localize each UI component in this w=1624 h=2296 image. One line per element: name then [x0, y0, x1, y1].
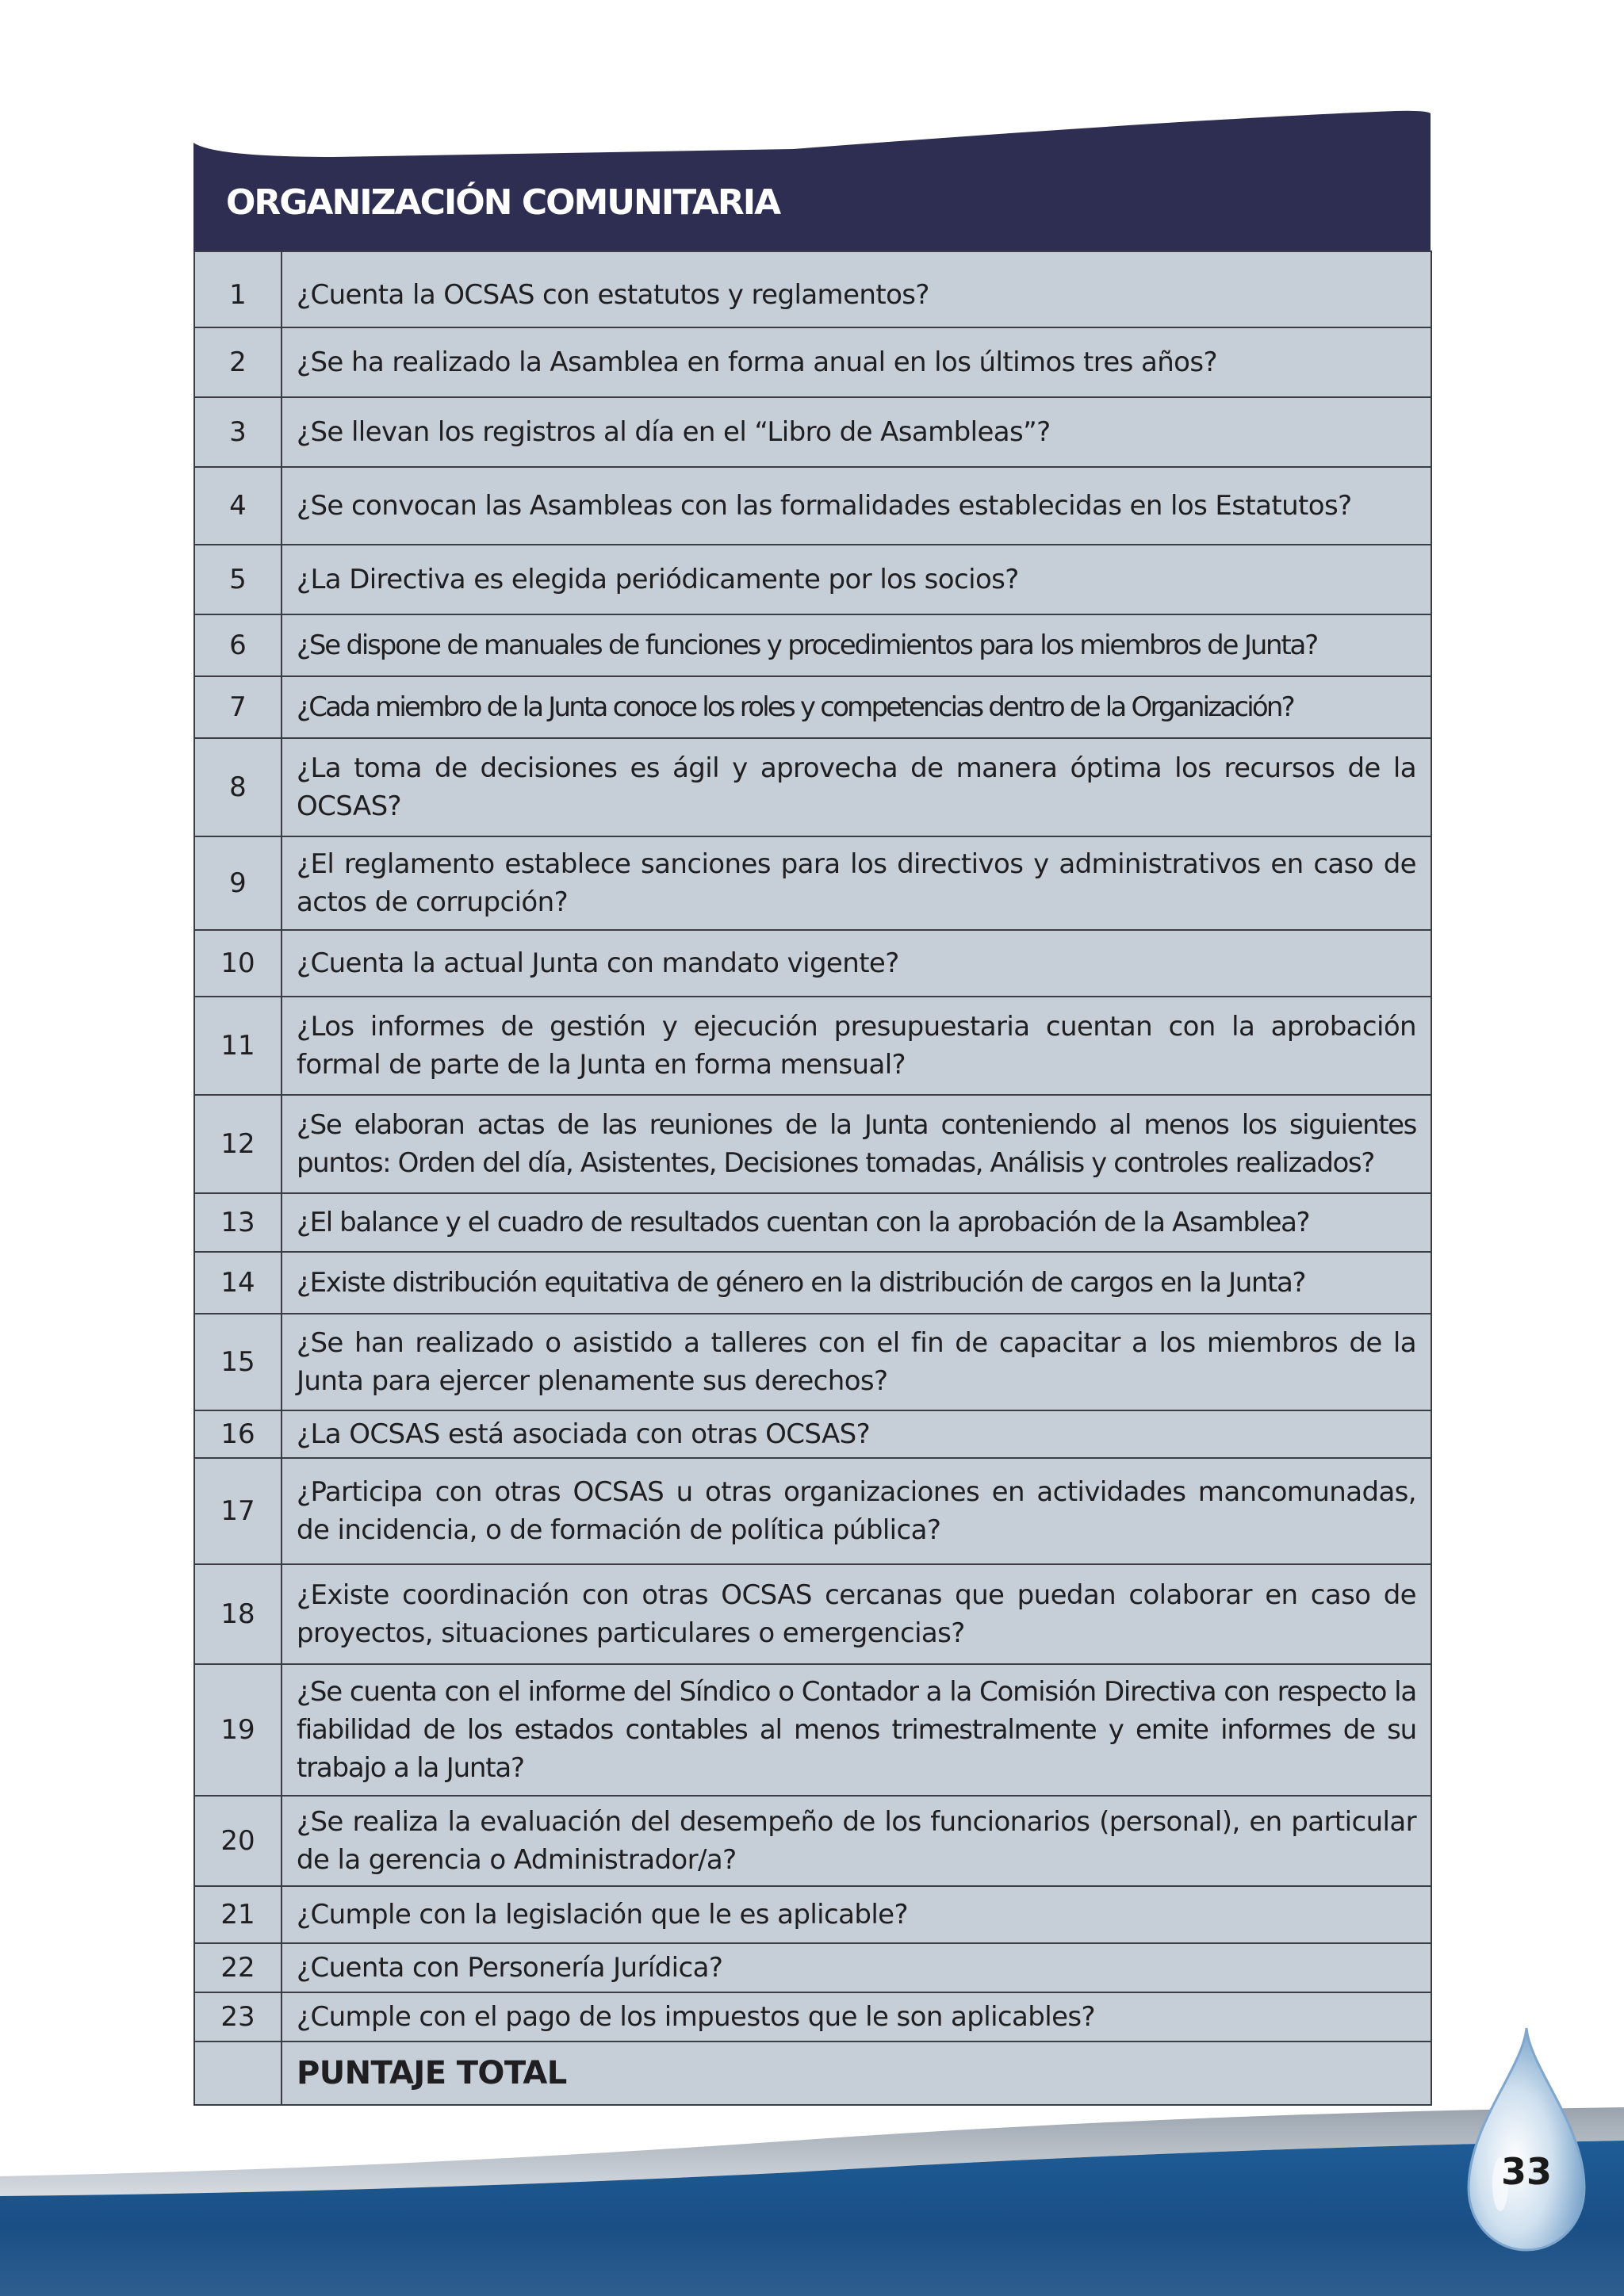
question-number: 18: [194, 1564, 282, 1664]
question-number: 5: [194, 545, 282, 614]
question-text: ¿Los informes de gestión y ejecución presupuestaria cuentan con la aprobación formal de parte de la Junta en forma mensual?: [282, 997, 1431, 1095]
table-row: [194, 614, 1431, 676]
question-text: ¿La toma de decisiones es ágil y aprovecha de manera óptima los recursos de la OCSAS?: [282, 738, 1431, 836]
question-number: 12: [194, 1095, 282, 1193]
question-number: 14: [194, 1252, 282, 1314]
header-band: [0, 0, 1624, 270]
question-number: 8: [194, 738, 282, 836]
question-number: 22: [194, 1943, 282, 1992]
question-number: 4: [194, 467, 282, 545]
question-number: 17: [194, 1458, 282, 1564]
total-label: PUNTAJE TOTAL: [282, 2042, 1431, 2105]
question-text: ¿Cuenta la OCSAS con estatutos y reglamentos?: [282, 251, 1431, 327]
question-number: 15: [194, 1314, 282, 1410]
question-text: ¿Se elaboran actas de las reuniones de la Junta conteniendo al menos los siguientes puntos: Orden del día, Asistentes, Decisiones tomadas, Análisis y controles realizados?: [282, 1095, 1431, 1193]
question-text: ¿Se realiza la evaluación del desempeño de los funcionarios (personal), en particular de la gerencia o Administrador/a?: [282, 1796, 1431, 1886]
question-text: ¿Se han realizado o asistido a talleres con el fin de capacitar a los miembros de la Junta para ejercer plenamente sus derechos?: [282, 1314, 1431, 1410]
question-number: 13: [194, 1193, 282, 1252]
question-text: ¿Cada miembro de la Junta conoce los roles y competencias dentro de la Organización?: [282, 676, 1431, 738]
question-text: ¿Participa con otras OCSAS u otras organizaciones en actividades mancomunadas, de incidencia, o de formación de política pública?: [282, 1458, 1431, 1564]
question-number: 7: [194, 676, 282, 738]
table-row: [194, 1095, 1431, 1193]
table-row: [194, 1943, 1431, 1992]
table-row: [194, 467, 1431, 545]
table-row: [194, 251, 1431, 327]
table-row: [194, 676, 1431, 738]
question-text: ¿Se cuenta con el informe del Síndico o Contador a la Comisión Directiva con respecto la fiabilidad de los estados contables al menos trimestralmente y emite informes de su trabajo a la Junta?: [282, 1664, 1431, 1796]
question-text: ¿La OCSAS está asociada con otras OCSAS?: [282, 1410, 1431, 1458]
question-text: ¿Se ha realizado la Asamblea en forma anual en los últimos tres años?: [282, 327, 1431, 397]
question-number: 20: [194, 1796, 282, 1886]
table-row: [194, 1664, 1431, 1796]
question-text: ¿Cuenta con Personería Jurídica?: [282, 1943, 1431, 1992]
question-text: ¿Existe coordinación con otras OCSAS cercanas que puedan colaborar en caso de proyectos, situaciones particulares o emergencias?: [282, 1564, 1431, 1664]
question-text: ¿Existe distribución equitativa de género en la distribución de cargos en la Junta?: [282, 1252, 1431, 1314]
question-number: 2: [194, 327, 282, 397]
question-number: 1: [194, 251, 282, 327]
section-title: ORGANIZACIÓN COMUNITARIA: [226, 182, 780, 223]
question-number: 16: [194, 1410, 282, 1458]
question-text: ¿Se llevan los registros al día en el “Libro de Asambleas”?: [282, 397, 1431, 467]
question-number: 9: [194, 836, 282, 930]
question-text: ¿Cuenta la actual Junta con mandato vigente?: [282, 930, 1431, 997]
question-number: 21: [194, 1886, 282, 1943]
table-row: [194, 930, 1431, 997]
question-text: ¿Cumple con el pago de los impuestos que le son aplicables?: [282, 1992, 1431, 2042]
table-row: [194, 327, 1431, 397]
question-text: ¿Se dispone de manuales de funciones y procedimientos para los miembros de Junta?: [282, 614, 1431, 676]
water-drop-icon: [1451, 2022, 1602, 2260]
table-row: [194, 1193, 1431, 1252]
question-number: 3: [194, 397, 282, 467]
table-row: [194, 997, 1431, 1095]
table-row: [194, 1458, 1431, 1564]
question-text: ¿Cumple con la legislación que le es aplicable?: [282, 1886, 1431, 1943]
questions-table: [193, 251, 1432, 2106]
page-number: 33: [1500, 2150, 1552, 2193]
question-number: 10: [194, 930, 282, 997]
question-number: 23: [194, 1992, 282, 2042]
table-row: [194, 836, 1431, 930]
question-text: ¿El reglamento establece sanciones para los directivos y administrativos en caso de actos de corrupción?: [282, 836, 1431, 930]
table-row: [194, 1252, 1431, 1314]
question-number: 11: [194, 997, 282, 1095]
table-row: [194, 1886, 1431, 1943]
table-row: [194, 1410, 1431, 1458]
footer-band: [0, 2093, 1624, 2296]
question-text: ¿La Directiva es elegida periódicamente por los socios?: [282, 545, 1431, 614]
table-row: [194, 545, 1431, 614]
question-number: 19: [194, 1664, 282, 1796]
table-row: [194, 738, 1431, 836]
table-row: [194, 397, 1431, 467]
table-row: [194, 1314, 1431, 1410]
table-row: [194, 1992, 1431, 2042]
question-number: 6: [194, 614, 282, 676]
table-row: [194, 1564, 1431, 1664]
question-text: ¿Se convocan las Asambleas con las formalidades establecidas en los Estatutos?: [282, 467, 1431, 545]
table-row: [194, 1796, 1431, 1886]
header-wave-shape: [193, 111, 1431, 251]
question-text: ¿El balance y el cuadro de resultados cuentan con la aprobación de la Asamblea?: [282, 1193, 1431, 1252]
